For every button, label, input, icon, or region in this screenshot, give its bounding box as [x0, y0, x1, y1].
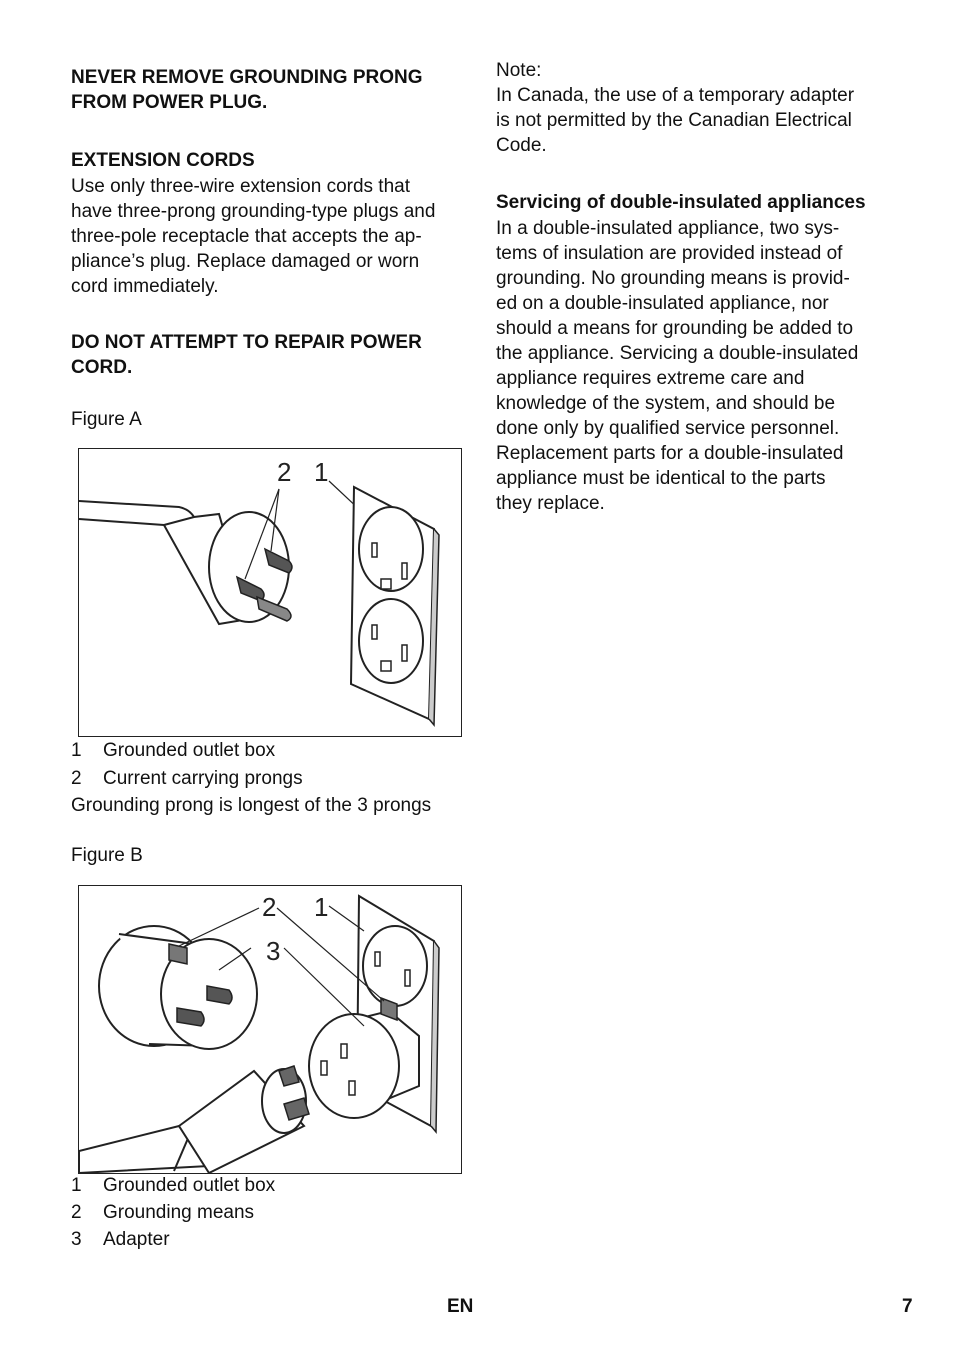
- legend-item: 1 Grounded outlet box: [71, 740, 276, 761]
- legend-item: 3 Adapter: [71, 1229, 170, 1250]
- figure-a-title: Figure A: [71, 409, 142, 430]
- legend-item: 2 Current carrying prongs: [71, 768, 303, 789]
- warning-plug-line-1: NEVER REMOVE GROUNDING PRONG: [71, 67, 423, 88]
- service-text: appliance must be identical to the parts: [496, 468, 826, 489]
- service-text: knowledge of the system, and should be: [496, 393, 836, 414]
- extension-cords-text: pliance’s plug. Replace damaged or worn: [71, 251, 420, 272]
- figure-b-title: Figure B: [71, 845, 143, 866]
- warning-repair-line-1: DO NOT ATTEMPT TO REPAIR POWER: [71, 332, 422, 353]
- warning-plug-line-2: FROM POWER PLUG.: [71, 92, 268, 113]
- page-number: 7: [902, 1296, 913, 1317]
- extension-cords-text: three-pole receptacle that accepts the ap-: [71, 226, 422, 247]
- service-text: grounding. No grounding means is provid-: [496, 268, 850, 289]
- extension-cords-text: have three-prong grounding-type plugs and: [71, 201, 436, 222]
- service-heading: Servicing of double-insulated appliances: [496, 192, 866, 213]
- figure-a-illustration: [78, 448, 462, 737]
- figure-b-illustration: [78, 885, 462, 1174]
- service-text: they replace.: [496, 493, 605, 514]
- legend-item: 2 Grounding means: [71, 1202, 255, 1223]
- service-text: the appliance. Servicing a double-insulated: [496, 343, 859, 364]
- service-text: done only by qualified service personnel.: [496, 418, 840, 439]
- service-text: tems of insulation are provided instead of: [496, 243, 843, 264]
- service-text: ed on a double-insulated appliance, nor: [496, 293, 829, 314]
- figure-b-callout-2: 2: [262, 892, 277, 922]
- extension-cords-text: Use only three-wire extension cords that: [71, 176, 410, 197]
- service-text: should a means for grounding be added to: [496, 318, 854, 339]
- note-label: Note:: [496, 60, 542, 81]
- footer-language: EN: [447, 1296, 474, 1317]
- note-text: In Canada, the use of a temporary adapter: [496, 85, 855, 106]
- service-text: In a double-insulated appliance, two sys-: [496, 218, 840, 239]
- extension-cords-text: cord immediately.: [71, 276, 219, 297]
- figure-b-callout-1: 1: [314, 892, 329, 922]
- extension-cords-heading: EXTENSION CORDS: [71, 150, 255, 171]
- note-text: is not permitted by the Canadian Electrical: [496, 110, 852, 131]
- service-text: Replacement parts for a double-insulated: [496, 443, 844, 464]
- figure-a-callout-2: 2: [277, 457, 292, 487]
- legend-item: 1 Grounded outlet box: [71, 1175, 276, 1196]
- figure-a-note: Grounding prong is longest of the 3 prongs: [71, 795, 432, 816]
- figure-b-callout-3: 3: [266, 936, 281, 966]
- note-text: Code.: [496, 135, 547, 156]
- warning-repair-line-2: CORD.: [71, 357, 133, 378]
- service-text: appliance requires extreme care and: [496, 368, 805, 389]
- figure-a-callout-1: 1: [314, 457, 329, 487]
